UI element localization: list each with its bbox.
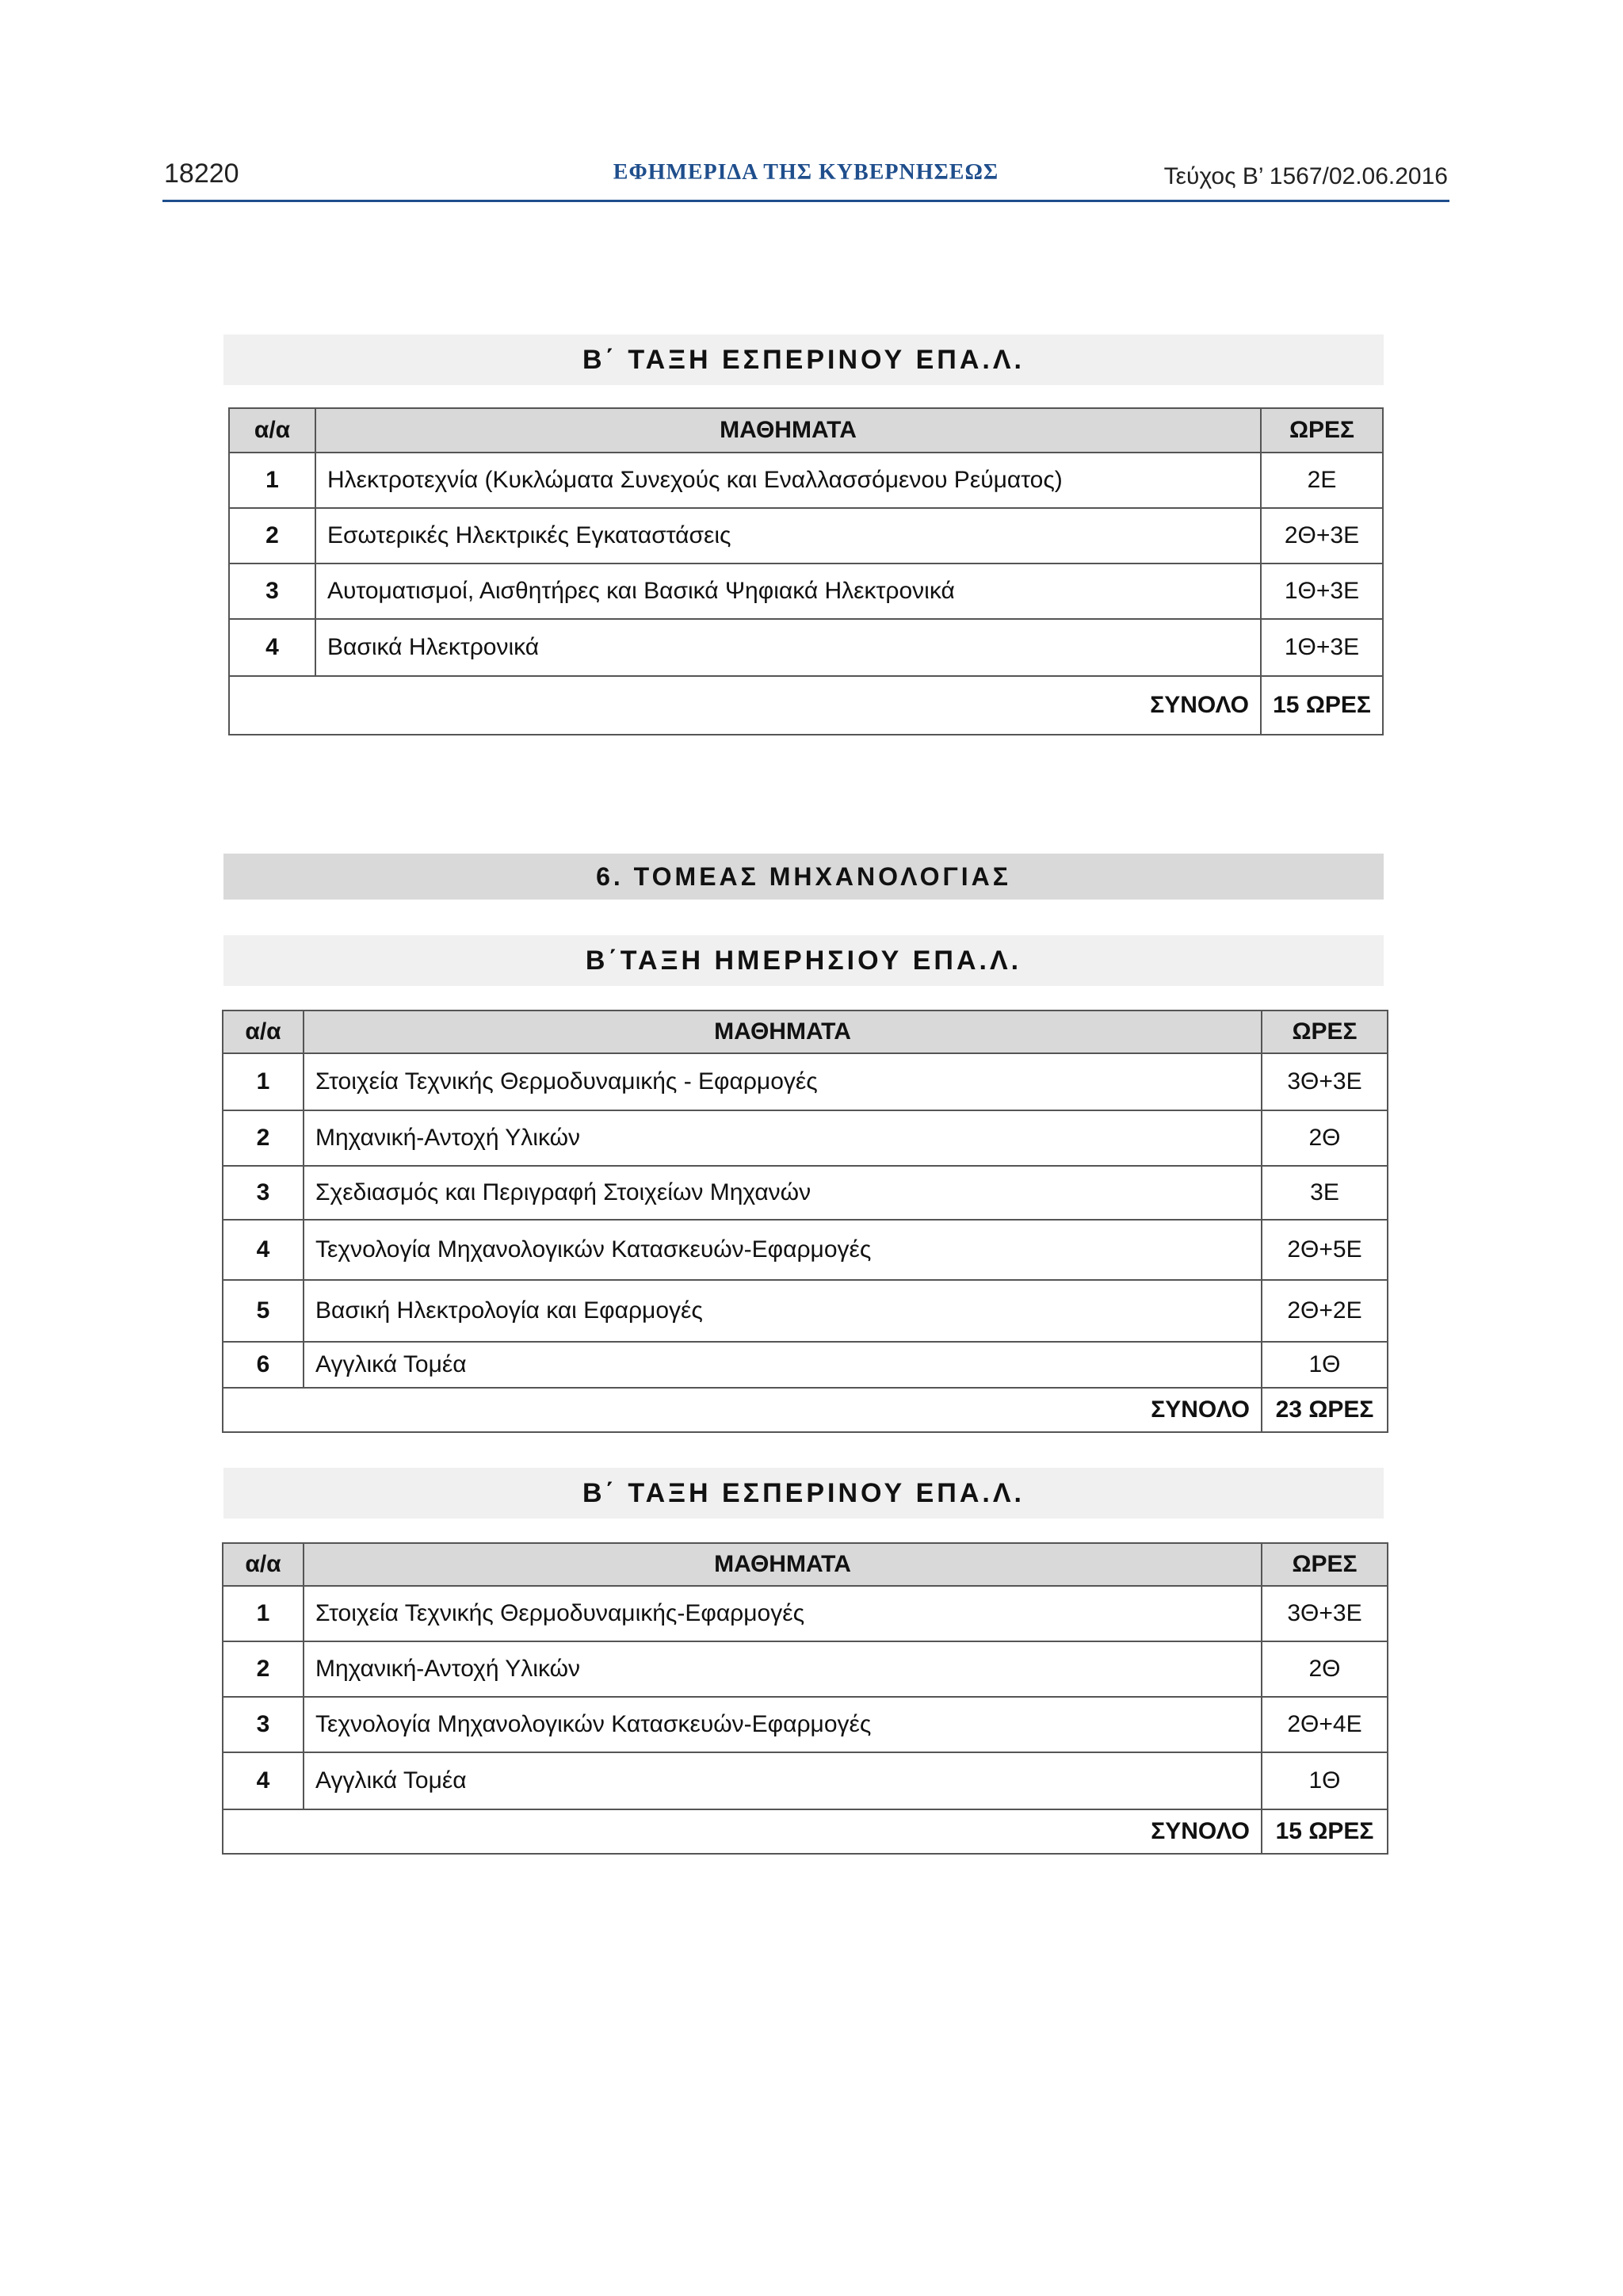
table-row — [223, 1586, 1388, 1641]
row-number: 2 — [223, 1110, 304, 1166]
subject-name: Αγγλικά Τομέα — [304, 1752, 1262, 1809]
total-hours: 15 ΩΡΕΣ — [1261, 676, 1383, 735]
subject-name: Στοιχεία Τεχνικής Θερμοδυναμικής - Εφαρμογές — [304, 1053, 1262, 1110]
subject-name: Αυτοματισμοί, Αισθητήρες και Βασικά Ψηφιακά Ηλεκτρονικά — [315, 563, 1261, 619]
subject-hours: 1Θ+3Ε — [1261, 563, 1383, 619]
table-row — [223, 1110, 1388, 1166]
subject-hours: 1Θ+3Ε — [1261, 619, 1383, 676]
row-number: 3 — [223, 1166, 304, 1220]
row-number: 3 — [229, 563, 315, 619]
table-row — [223, 1053, 1388, 1110]
table-row — [229, 508, 1383, 563]
subject-name: Μηχανική-Αντοχή Υλικών — [304, 1641, 1262, 1697]
col-header-num: α/α — [223, 1543, 304, 1586]
table-row — [223, 1641, 1388, 1697]
page-number: 18220 — [164, 159, 239, 189]
row-number: 4 — [223, 1752, 304, 1809]
col-header-hours: ΩΡΕΣ — [1261, 408, 1383, 453]
publication-title: ΕΦΗΜΕΡΙΔΑ ΤΗΣ ΚΥΒΕΡΝΗΣΕΩΣ — [613, 160, 999, 185]
table-row — [223, 1752, 1388, 1809]
row-number: 4 — [223, 1220, 304, 1280]
subject-name: Βασικά Ηλεκτρονικά — [315, 619, 1261, 676]
subject-hours: 1Θ — [1262, 1752, 1388, 1809]
col-header-hours: ΩΡΕΣ — [1262, 1543, 1388, 1586]
total-label: ΣΥΝΟΛΟ — [223, 1809, 1262, 1854]
page-header — [162, 159, 1449, 202]
subject-hours: 2Θ — [1262, 1110, 1388, 1166]
subject-hours: 2Ε — [1261, 453, 1383, 508]
subject-hours: 3Θ+3Ε — [1262, 1053, 1388, 1110]
col-header-subjects: ΜΑΘΗΜΑΤΑ — [304, 1010, 1262, 1053]
col-header-num: α/α — [223, 1010, 304, 1053]
total-label: ΣΥΝΟΛΟ — [229, 676, 1261, 735]
row-number: 4 — [229, 619, 315, 676]
total-hours: 15 ΩΡΕΣ — [1262, 1809, 1388, 1854]
issue-info: Τεύχος Β’ 1567/02.06.2016 — [1163, 163, 1448, 189]
row-number: 6 — [223, 1342, 304, 1388]
row-number: 2 — [223, 1641, 304, 1697]
subject-name: Σχεδιασμός και Περιγραφή Στοιχείων Μηχανών — [304, 1166, 1262, 1220]
subject-hours: 2Θ+2Ε — [1262, 1280, 1388, 1342]
section-heading: 6. ΤΟΜΕΑΣ ΜΗΧΑΝΟΛΟΓΙΑΣ — [223, 854, 1384, 900]
row-number: 1 — [223, 1586, 304, 1641]
total-hours: 23 ΩΡΕΣ — [1262, 1388, 1388, 1432]
subject-name: Εσωτερικές Ηλεκτρικές Εγκαταστάσεις — [315, 508, 1261, 563]
subject-hours: 3Θ+3Ε — [1262, 1586, 1388, 1641]
total-row — [223, 1388, 1388, 1432]
total-row — [229, 676, 1383, 735]
subject-name: Βασική Ηλεκτρολογία και Εφαρμογές — [304, 1280, 1262, 1342]
subjects-table — [222, 1542, 1388, 1855]
row-number: 2 — [229, 508, 315, 563]
row-number: 5 — [223, 1280, 304, 1342]
subject-name: Τεχνολογία Μηχανολογικών Κατασκευών-Εφαρμογές — [304, 1697, 1262, 1752]
col-header-subjects: ΜΑΘΗΜΑΤΑ — [304, 1543, 1262, 1586]
table-row — [229, 563, 1383, 619]
col-header-hours: ΩΡΕΣ — [1262, 1010, 1388, 1053]
total-row — [223, 1809, 1388, 1854]
table-row — [223, 1697, 1388, 1752]
subject-name: Μηχανική-Αντοχή Υλικών — [304, 1110, 1262, 1166]
subject-name: Ηλεκτροτεχνία (Κυκλώματα Συνεχούς και Εναλλασσόμενου Ρεύματος) — [315, 453, 1261, 508]
table-title: Β΄ ΤΑΞΗ ΕΣΠΕΡΙΝΟΥ ΕΠΑ.Λ. — [223, 334, 1384, 385]
subject-hours: 2Θ — [1262, 1641, 1388, 1697]
table-row — [223, 1280, 1388, 1342]
subject-hours: 2Θ+3Ε — [1261, 508, 1383, 563]
subjects-table — [222, 1010, 1388, 1433]
col-header-subjects: ΜΑΘΗΜΑΤΑ — [315, 408, 1261, 453]
subject-hours: 1Θ — [1262, 1342, 1388, 1388]
total-label: ΣΥΝΟΛΟ — [223, 1388, 1262, 1432]
table-row — [223, 1342, 1388, 1388]
table-row — [223, 1166, 1388, 1220]
row-number: 1 — [223, 1053, 304, 1110]
col-header-num: α/α — [229, 408, 315, 453]
row-number: 3 — [223, 1697, 304, 1752]
subject-name: Τεχνολογία Μηχανολογικών Κατασκευών-Εφαρμογές — [304, 1220, 1262, 1280]
subject-name: Αγγλικά Τομέα — [304, 1342, 1262, 1388]
table-row — [229, 619, 1383, 676]
table-title: Β΄ ΤΑΞΗ ΕΣΠΕΡΙΝΟΥ ΕΠΑ.Λ. — [223, 1468, 1384, 1519]
subjects-table — [228, 407, 1384, 735]
table-row — [223, 1220, 1388, 1280]
subject-hours: 2Θ+5Ε — [1262, 1220, 1388, 1280]
table-title: Β΄ΤΑΞΗ ΗΜΕΡΗΣΙΟΥ ΕΠΑ.Λ. — [223, 935, 1384, 986]
table-row — [229, 453, 1383, 508]
subject-name: Στοιχεία Τεχνικής Θερμοδυναμικής-Εφαρμογές — [304, 1586, 1262, 1641]
subject-hours: 2Θ+4Ε — [1262, 1697, 1388, 1752]
row-number: 1 — [229, 453, 315, 508]
subject-hours: 3Ε — [1262, 1166, 1388, 1220]
